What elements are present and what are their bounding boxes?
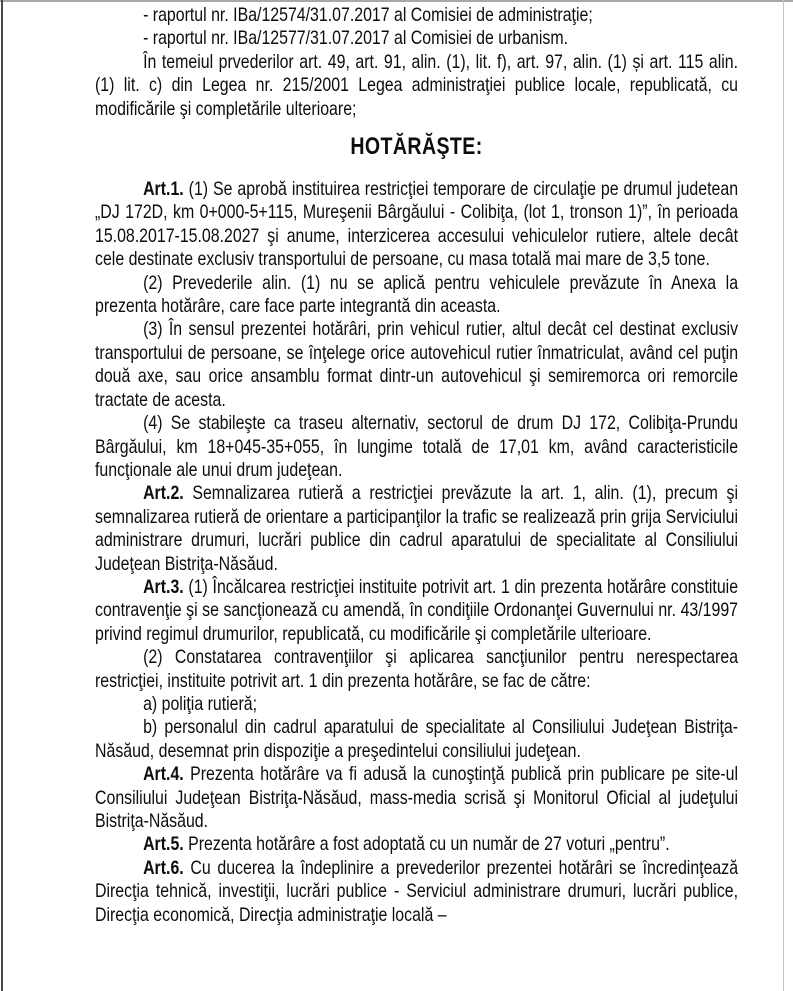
article-2-paragraph — [95, 482, 738, 576]
paragraph-text: Cu ducerea la îndeplinire a prevederilor prezentei hotărâri se încredinţează Direcţia tehnică, investiţii, lucrări publice - Serviciul administrare drumuri, lucrări publice, Direcţia economică, Direcţia administraţie locală – — [95, 856, 739, 926]
paragraph-text: Prezenta hotărâre a fost adoptată cu un număr de 27 voturi „pentru”. — [183, 833, 670, 856]
article-1-alin-3-paragraph — [95, 318, 738, 412]
article-3-alin-2-paragraph — [95, 646, 738, 693]
article-label: Art.6. — [143, 856, 184, 879]
article-label: Art.4. — [143, 763, 184, 786]
article-1-alin-2-paragraph — [95, 272, 738, 319]
paragraph-text: (3) În sensul prezentei hotărâri, prin vehicul rutier, altul decât cel destinat exclusiv transportului de persoane, se înţelege orice autovehicul rutier înmatriculat, având cel puţin două axe, sau orice ansamblu format dintr-un autovehicul şi semiremorca ori remorcile tractate de acesta. — [95, 318, 739, 411]
legal-basis-paragraph — [95, 51, 738, 121]
article-4-paragraph — [95, 763, 738, 833]
decision-heading: HOTĂRĂŞTE: — [350, 133, 483, 161]
article-5-paragraph — [95, 833, 738, 856]
article-6-paragraph — [95, 857, 738, 927]
scan-edge-top — [0, 0, 793, 2]
paragraph-text: În temeiul prvederilor art. 49, art. 91, alin. (1), lit. f), art. 97, alin. (1) și art. 115 alin. (1) lit. c) din Legea nr. 215/2001 Legea administraţiei publice locale, republicată, cu modificările şi completările ulterioare; — [95, 50, 739, 120]
report-line — [95, 27, 738, 50]
list-item-a — [95, 693, 738, 716]
article-3-paragraph — [95, 576, 738, 646]
article-label: Art.2. — [143, 482, 184, 505]
document-text-block — [95, 4, 738, 927]
article-label: Art.5. — [143, 833, 184, 856]
article-label: Art.1. — [143, 178, 184, 201]
paragraph-text: - raportul nr. IBa/12574/31.07.2017 al Comisiei de administraţie; — [143, 4, 593, 26]
article-1-alin-4-paragraph — [95, 412, 738, 482]
paragraph-text: (1) Încălcarea restricţiei instituite potrivit art. 1 din prezenta hotărâre constituie contravenţie şi se sancţionează cu amendă, în condiţiile Ordonanţei Guvernului nr. 43/1997 privind regimul drumurilor, republicată, cu modificările şi completările ulterioare. — [95, 575, 739, 645]
scan-edge-left — [1, 0, 3, 991]
paragraph-text: Semnalizarea rutieră a restricţiei prevăzute la art. 1, alin. (1), precum şi semnalizarea rutieră de orientare a participanţilor la trafic se realizează prin grija Serviciului administrare drumuri, lucrări publice din cadrul aparatului de specialitate al Consiliului Judeţean Bistriţa-Năsăud. — [95, 482, 739, 575]
list-item-b — [95, 716, 738, 763]
scan-edge-right — [783, 0, 784, 991]
paragraph-text: - raportul nr. IBa/12577/31.07.2017 al Comisiei de urbanism. — [143, 27, 569, 50]
paragraph-text: (2) Constatarea contravenţiilor şi aplicarea sancţiunilor pentru nerespectarea restricţiei, instituite potrivit art. 1 din prezenta hotărâre, se fac de către: — [95, 646, 739, 692]
paragraph-text: Prezenta hotărâre va fi adusă la cunoştinţă publică prin publicare pe site-ul Consiliului Judeţean Bistriţa-Năsăud, mass-media scrisă şi Monitorul Oficial al judeţului Bistriţa-Năsăud. — [95, 763, 739, 832]
paragraph-text: (4) Se stabileşte ca traseu alternativ, sectorul de drum DJ 172, Colibiţa-Prundu Bârgăului, km 18+045-35+055, în lungime totală de 17,01 km, având caracteristicile funcţionale ale unui drum judeţean. — [95, 412, 739, 481]
paragraph-text: a) poliţia rutieră; — [143, 692, 258, 715]
article-label: Art.3. — [143, 575, 184, 598]
paragraph-text: b) personalul din cadrul aparatului de specialitate al Consiliului Judeţean Bistriţa-Năsăud, desemnat prin dispoziţie a preşedintelui consiliului judeţean. — [95, 716, 739, 762]
report-line — [95, 4, 738, 27]
paragraph-text: (2) Prevederile alin. (1) nu se aplică pentru vehiculele prevăzute în Anexa la prezenta hotărâre, care face parte integrantă din aceasta. — [95, 271, 739, 318]
paragraph-text: (1) Se aprobă instituirea restricţiei temporare de circulaţie pe drumul judetean „DJ 172D, km 0+000-5+115, Mureşenii Bârgăului - Colibiţa, (lot 1, tronson 1)”, în perioada 15.08.2017-15.08.2027 şi anume, interzicerea accesului vehiculelor rutiere, altele decât cele destinate exclusiv transportului de persoane, cu masa totală mai mare de 3,5 tone. — [95, 178, 739, 271]
article-1-paragraph — [95, 178, 738, 272]
